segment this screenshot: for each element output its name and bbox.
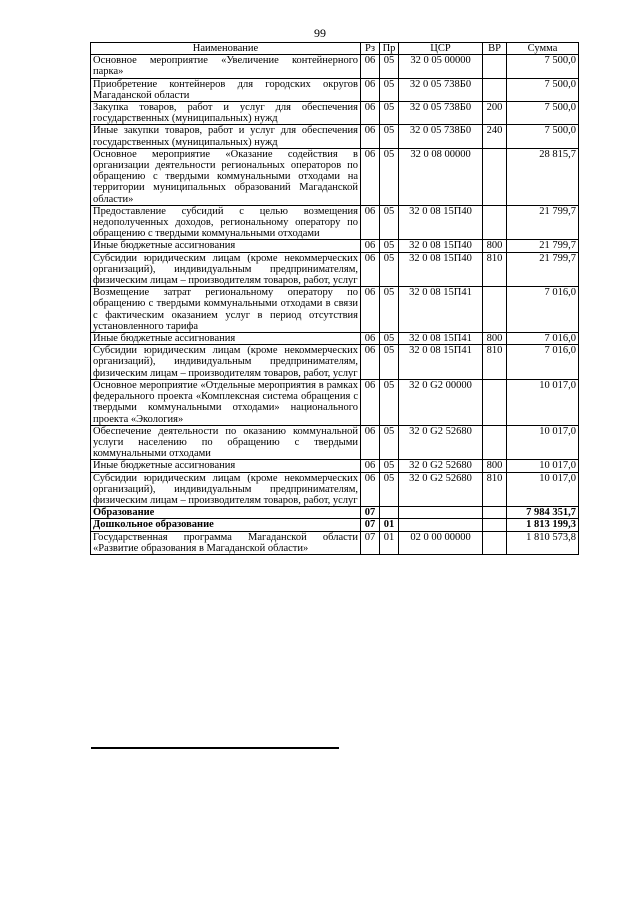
table-row xyxy=(91,240,579,252)
row-vr xyxy=(483,507,507,519)
row-pr: 05 xyxy=(380,287,399,333)
row-sum: 7 500,0 xyxy=(507,55,579,78)
header-sum: Сумма xyxy=(507,43,579,55)
row-vr xyxy=(483,148,507,205)
row-name: Субсидии юридическим лицам (кроме некоммерческих организаций), индивидуальным предпринимателям, физическим лицам – производителям товаров, работ, услуг xyxy=(91,345,361,380)
row-csr: 32 0 08 15П41 xyxy=(399,345,483,380)
row-name: Возмещение затрат региональному оператору по обращению с твердыми коммунальными отходами в связи с фактическим оказанием услуг в период отсутствия установленного тарифа xyxy=(91,287,361,333)
row-name: Субсидии юридическим лицам (кроме некоммерческих организаций), индивидуальным предпринимателям, физическим лицам – производителям товаров, работ, услуг xyxy=(91,472,361,507)
row-pr: 05 xyxy=(380,102,399,125)
table-row xyxy=(91,345,579,380)
row-vr: 800 xyxy=(483,460,507,472)
row-rz: 07 xyxy=(361,519,380,531)
row-pr: 05 xyxy=(380,205,399,240)
row-name: Иные бюджетные ассигнования xyxy=(91,240,361,252)
row-sum: 1 813 199,3 xyxy=(507,519,579,531)
header-row xyxy=(91,43,579,55)
row-sum: 10 017,0 xyxy=(507,472,579,507)
row-rz: 06 xyxy=(361,379,380,425)
row-pr: 05 xyxy=(380,55,399,78)
row-csr: 32 0 G2 52680 xyxy=(399,425,483,460)
row-name: Закупка товаров, работ и услуг для обеспечения государственных (муниципальных) нужд xyxy=(91,102,361,125)
row-rz: 06 xyxy=(361,333,380,345)
row-name: Иные бюджетные ассигнования xyxy=(91,460,361,472)
row-sum: 21 799,7 xyxy=(507,252,579,287)
row-sum: 7 500,0 xyxy=(507,78,579,101)
row-csr xyxy=(399,519,483,531)
row-sum: 21 799,7 xyxy=(507,240,579,252)
row-name: Предоставление субсидий с целью возмещения недополученных доходов, региональному оператору по обращению с твердыми коммунальными отходами xyxy=(91,205,361,240)
row-vr xyxy=(483,425,507,460)
header-name: Наименование xyxy=(91,43,361,55)
row-name: Основное мероприятие «Оказание содействия в организации деятельности региональных операторов по обращению с твердыми коммунальными отходами на территории муниципальных образований Магаданской области» xyxy=(91,148,361,205)
table-row xyxy=(91,519,579,531)
row-vr: 810 xyxy=(483,472,507,507)
header-vr: ВР xyxy=(483,43,507,55)
row-name: Основное мероприятие «Увеличение контейнерного парка» xyxy=(91,55,361,78)
row-pr: 05 xyxy=(380,460,399,472)
row-vr xyxy=(483,205,507,240)
row-name: Иные бюджетные ассигнования xyxy=(91,333,361,345)
row-csr: 32 0 G2 52680 xyxy=(399,460,483,472)
row-csr: 32 0 08 15П41 xyxy=(399,333,483,345)
table-row xyxy=(91,78,579,101)
row-vr: 800 xyxy=(483,333,507,345)
table-row xyxy=(91,102,579,125)
row-csr xyxy=(399,507,483,519)
row-rz: 06 xyxy=(361,78,380,101)
row-pr: 05 xyxy=(380,78,399,101)
row-vr xyxy=(483,78,507,101)
table-row xyxy=(91,55,579,78)
row-rz: 06 xyxy=(361,345,380,380)
row-vr: 800 xyxy=(483,240,507,252)
row-vr xyxy=(483,55,507,78)
row-rz: 06 xyxy=(361,240,380,252)
row-sum: 7 500,0 xyxy=(507,125,579,148)
row-name: Субсидии юридическим лицам (кроме некоммерческих организаций), индивидуальным предпринимателям, физическим лицам – производителям товаров, работ, услуг xyxy=(91,252,361,287)
row-rz: 06 xyxy=(361,148,380,205)
row-pr: 05 xyxy=(380,240,399,252)
table-row xyxy=(91,531,579,554)
row-rz: 06 xyxy=(361,287,380,333)
row-pr: 05 xyxy=(380,472,399,507)
row-vr: 810 xyxy=(483,345,507,380)
row-name: Иные закупки товаров, работ и услуг для обеспечения государственных (муниципальных) нужд xyxy=(91,125,361,148)
table-row xyxy=(91,252,579,287)
row-sum: 21 799,7 xyxy=(507,205,579,240)
row-name: Обеспечение деятельности по оказанию коммунальной услуги населению по обращению с твердыми коммунальными отходами xyxy=(91,425,361,460)
table-row xyxy=(91,148,579,205)
row-rz: 07 xyxy=(361,531,380,554)
row-rz: 06 xyxy=(361,460,380,472)
table-row xyxy=(91,507,579,519)
row-csr: 32 0 08 15П40 xyxy=(399,205,483,240)
row-pr xyxy=(380,507,399,519)
row-pr: 05 xyxy=(380,125,399,148)
row-vr xyxy=(483,519,507,531)
row-rz: 06 xyxy=(361,102,380,125)
row-csr: 32 0 08 15П40 xyxy=(399,252,483,287)
table-row xyxy=(91,472,579,507)
header-rz: Рз xyxy=(361,43,380,55)
table-row xyxy=(91,125,579,148)
header-pr: Пр xyxy=(380,43,399,55)
row-sum: 7 016,0 xyxy=(507,287,579,333)
row-csr: 32 0 G2 52680 xyxy=(399,472,483,507)
row-vr xyxy=(483,287,507,333)
row-vr xyxy=(483,379,507,425)
table-row xyxy=(91,287,579,333)
row-pr: 05 xyxy=(380,148,399,205)
row-csr: 32 0 08 15П41 xyxy=(399,287,483,333)
row-csr: 32 0 08 15П40 xyxy=(399,240,483,252)
row-name: Дошкольное образование xyxy=(91,519,361,531)
row-csr: 32 0 05 738Б0 xyxy=(399,78,483,101)
row-csr: 32 0 08 00000 xyxy=(399,148,483,205)
table-row xyxy=(91,425,579,460)
row-rz: 07 xyxy=(361,507,380,519)
header-csr: ЦСР xyxy=(399,43,483,55)
row-pr: 01 xyxy=(380,519,399,531)
footnote-rule xyxy=(91,747,339,749)
row-rz: 06 xyxy=(361,125,380,148)
row-rz: 06 xyxy=(361,205,380,240)
table-row xyxy=(91,333,579,345)
table-row xyxy=(91,379,579,425)
row-csr: 32 0 05 738Б0 xyxy=(399,125,483,148)
row-vr: 240 xyxy=(483,125,507,148)
row-sum: 10 017,0 xyxy=(507,425,579,460)
row-csr: 32 0 05 00000 xyxy=(399,55,483,78)
row-vr xyxy=(483,531,507,554)
row-csr: 32 0 05 738Б0 xyxy=(399,102,483,125)
row-csr: 02 0 00 00000 xyxy=(399,531,483,554)
page-number: 99 xyxy=(314,26,326,40)
row-name: Образование xyxy=(91,507,361,519)
row-sum: 10 017,0 xyxy=(507,460,579,472)
row-sum: 10 017,0 xyxy=(507,379,579,425)
row-name: Основное мероприятие «Отдельные мероприятия в рамках федерального проекта «Комплексная система обращения с твердыми коммунальными отходами» национального проекта «Экология» xyxy=(91,379,361,425)
row-pr: 05 xyxy=(380,252,399,287)
table-row xyxy=(91,205,579,240)
row-name: Приобретение контейнеров для городских округов Магаданской области xyxy=(91,78,361,101)
row-vr: 200 xyxy=(483,102,507,125)
table-row xyxy=(91,460,579,472)
row-sum: 7 984 351,7 xyxy=(507,507,579,519)
row-vr: 810 xyxy=(483,252,507,287)
row-name: Государственная программа Магаданской области «Развитие образования в Магаданской области» xyxy=(91,531,361,554)
row-rz: 06 xyxy=(361,425,380,460)
row-sum: 1 810 573,8 xyxy=(507,531,579,554)
row-rz: 06 xyxy=(361,252,380,287)
row-csr: 32 0 G2 00000 xyxy=(399,379,483,425)
row-pr: 05 xyxy=(380,345,399,380)
row-pr: 01 xyxy=(380,531,399,554)
row-sum: 28 815,7 xyxy=(507,148,579,205)
row-rz: 06 xyxy=(361,55,380,78)
row-sum: 7 500,0 xyxy=(507,102,579,125)
budget-table xyxy=(90,42,579,555)
row-pr: 05 xyxy=(380,379,399,425)
row-pr: 05 xyxy=(380,333,399,345)
row-pr: 05 xyxy=(380,425,399,460)
row-rz: 06 xyxy=(361,472,380,507)
row-sum: 7 016,0 xyxy=(507,345,579,380)
row-sum: 7 016,0 xyxy=(507,333,579,345)
